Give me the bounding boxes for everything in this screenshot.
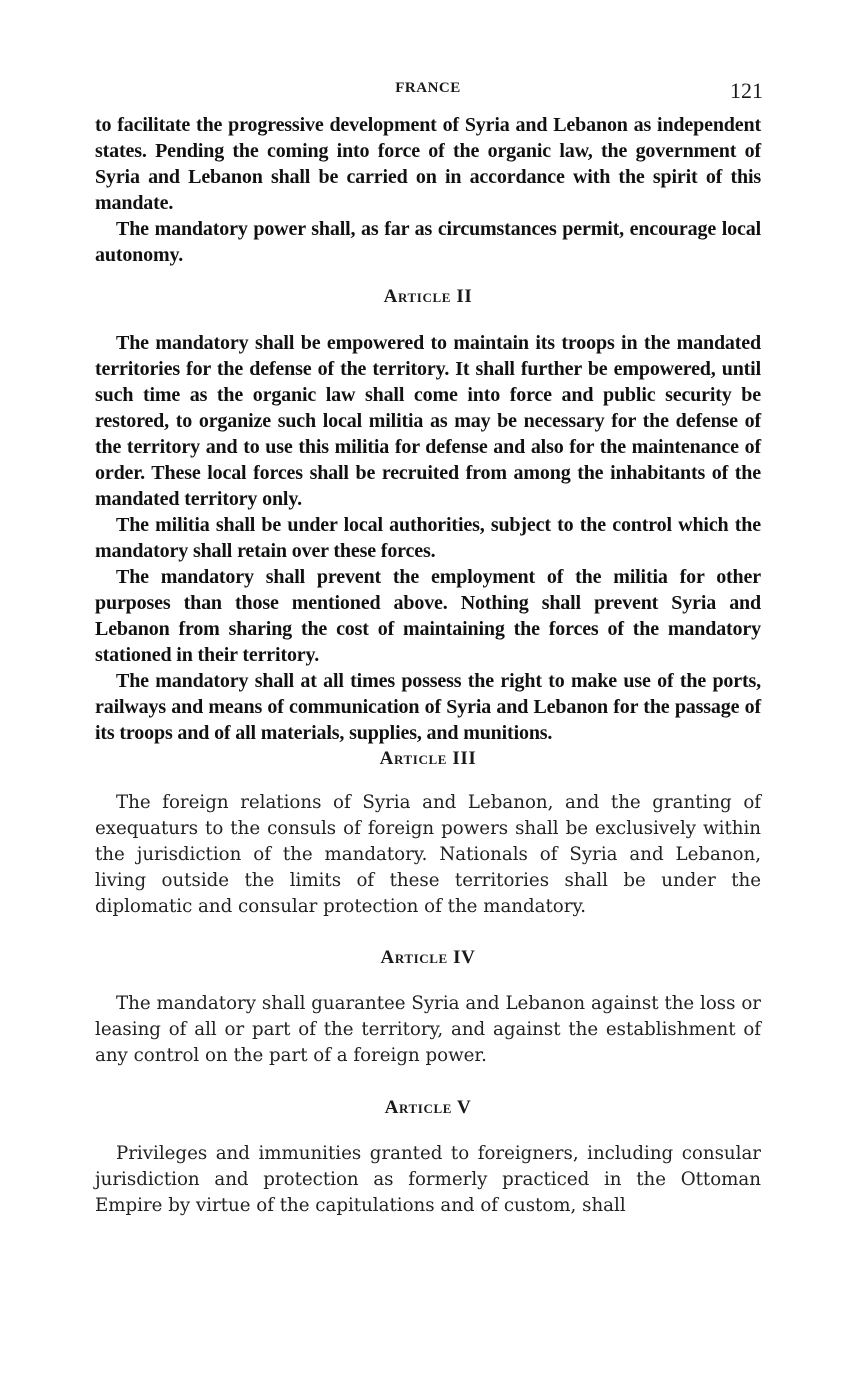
paragraph-continuation: to facilitate the progressive development of Syria and Lebanon as independent states. Pending the coming into force of the organic law, the government of Syria and Lebanon shall be carried on in accordance with the spirit of this mandate. bbox=[95, 114, 761, 214]
article-3-heading: Article III bbox=[379, 748, 477, 769]
article-3-paragraph-1: The foreign relations of Syria and Lebanon, and the granting of exequaturs to the consuls of foreign powers shall be exclusively within the jurisdiction of the mandatory. Nationals of Syria and Lebanon, living outside the limits of these territories shall be under the diplomatic and consular protection of the mandatory. bbox=[95, 792, 761, 917]
article-2-paragraph-1: The mandatory shall be empowered to maintain its troops in the mandated territories for the defense of the territory. It shall further be empowered, until such time as the organic law shall come into force and public security be restored, to organize such local militia as may be necessary for the defense of the territory and to use this militia for defense and also for the maintenance of order. These local forces shall be recruited from among the inhabitants of the mandated territory only. bbox=[95, 332, 761, 510]
article-2-paragraph-4: The mandatory shall at all times possess the right to make use of the ports, railways and means of communication of Syria and Lebanon for the passage of its troops and of all materials, supplies, and munitions. bbox=[95, 670, 761, 744]
page-header bbox=[95, 78, 761, 112]
article-5-paragraph-1: Privileges and immunities granted to foreigners, including consular jurisdiction and protection as formerly practiced in the Ottoman Empire by virtue of the capitulations and of custom, shall bbox=[95, 1143, 761, 1216]
article-4-paragraph-1: The mandatory shall guarantee Syria and Lebanon against the loss or leasing of all or part of the territory, and against the establishment of any control on the part of a foreign power. bbox=[95, 993, 761, 1066]
article-5-heading: Article V bbox=[384, 1097, 472, 1118]
article-2-paragraph-2: The militia shall be under local authorities, subject to the control which the mandatory shall retain over these forces. bbox=[95, 514, 761, 562]
article-2-paragraph-3: The mandatory shall prevent the employment of the militia for other purposes than those mentioned above. Nothing shall prevent Syria and Lebanon from sharing the cost of maintaining the forces of the mandatory stationed in their territory. bbox=[95, 566, 761, 666]
paragraph-local-autonomy: The mandatory power shall, as far as circumstances permit, encourage local autonomy. bbox=[95, 218, 761, 266]
page-number: 121 bbox=[730, 78, 763, 103]
article-2-heading: Article II bbox=[383, 286, 473, 307]
running-head: FRANCE bbox=[395, 80, 461, 96]
book-page bbox=[95, 78, 761, 1219]
article-4-heading: Article IV bbox=[380, 947, 476, 968]
